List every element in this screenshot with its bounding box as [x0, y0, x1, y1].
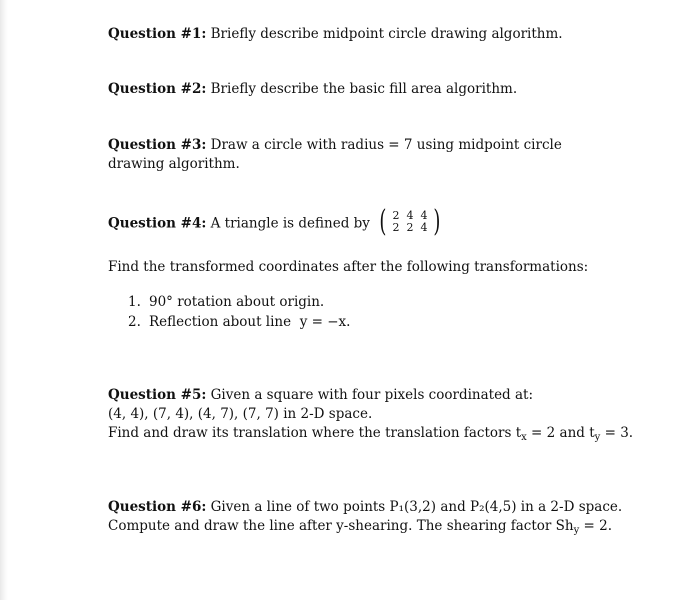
question-6-text-part: = 2. — [579, 518, 613, 534]
matrix-grid — [389, 210, 431, 234]
list-item — [128, 292, 350, 312]
question-1-text: Briefly describe midpoint circle drawing algorithm. — [206, 26, 563, 42]
matrix-cell: 2 — [406, 221, 414, 234]
question-6-line-2 — [108, 517, 668, 537]
question-3-text: Draw a circle with radius = 7 using midpoint circle drawing algorithm. — [108, 137, 562, 172]
matrix-cell: 4 — [406, 209, 414, 222]
subscript-x: x — [521, 432, 527, 443]
question-2-text: Briefly describe the basic fill area algorithm. — [206, 81, 518, 97]
question-4 — [108, 204, 668, 239]
question-6 — [108, 498, 668, 537]
question-2 — [108, 80, 668, 99]
question-4-text: A triangle is defined by — [206, 215, 370, 232]
matrix-cell: 2 — [392, 221, 400, 234]
triangle-matrix — [377, 204, 442, 239]
question-6-label: Question #6: — [108, 499, 207, 515]
question-2-label: Question #2: — [108, 81, 207, 97]
question-5-text-part: Find and draw its translation where the translation factors t — [108, 425, 522, 441]
question-6-line-1 — [108, 498, 668, 517]
question-5-line-2: (4, 4), (7, 4), (4, 7), (7, 7) in 2-D space. — [108, 406, 373, 422]
question-1 — [108, 25, 668, 44]
question-3 — [108, 136, 568, 174]
matrix-left-paren: ( — [379, 204, 387, 239]
question-5-line-1 — [108, 386, 668, 405]
question-4-instruction: Find the transformed coordinates after the following transformations: — [108, 259, 589, 275]
list-item-text: Reflection about line y = −x. — [149, 314, 351, 330]
transformation-list — [128, 292, 350, 332]
question-5-text: Given a square with four pixels coordinated at: — [206, 387, 534, 403]
question-5-line-3 — [108, 424, 668, 444]
matrix-cell: 4 — [420, 221, 428, 234]
list-item-text: 90° rotation about origin. — [149, 294, 325, 310]
list-item — [128, 312, 350, 332]
matrix-cell: 2 — [392, 209, 400, 222]
page-edge-shadow — [0, 0, 8, 600]
question-1-label: Question #1: — [108, 26, 207, 42]
list-item-number: 1. — [128, 294, 141, 310]
question-5 — [108, 386, 668, 444]
subscript-y: y — [573, 525, 580, 536]
question-5-label: Question #5: — [108, 387, 207, 403]
question-4-label: Question #4: — [108, 215, 207, 232]
question-3-label: Question #3: — [108, 137, 207, 153]
matrix-cell: 4 — [420, 209, 428, 222]
matrix-right-paren: ) — [433, 204, 441, 239]
question-6-text: Given a line of two points P₁(3,2) and P₂(4,5) in a 2-D space. — [206, 499, 623, 515]
subscript-y: y — [594, 432, 601, 443]
question-5-text-part: = 2 and t — [526, 425, 595, 441]
list-item-number: 2. — [128, 314, 141, 330]
question-5-text-part: = 3. — [600, 425, 634, 441]
question-6-text-part: Compute and draw the line after y-shearing. The shearing factor Sh — [108, 518, 574, 534]
